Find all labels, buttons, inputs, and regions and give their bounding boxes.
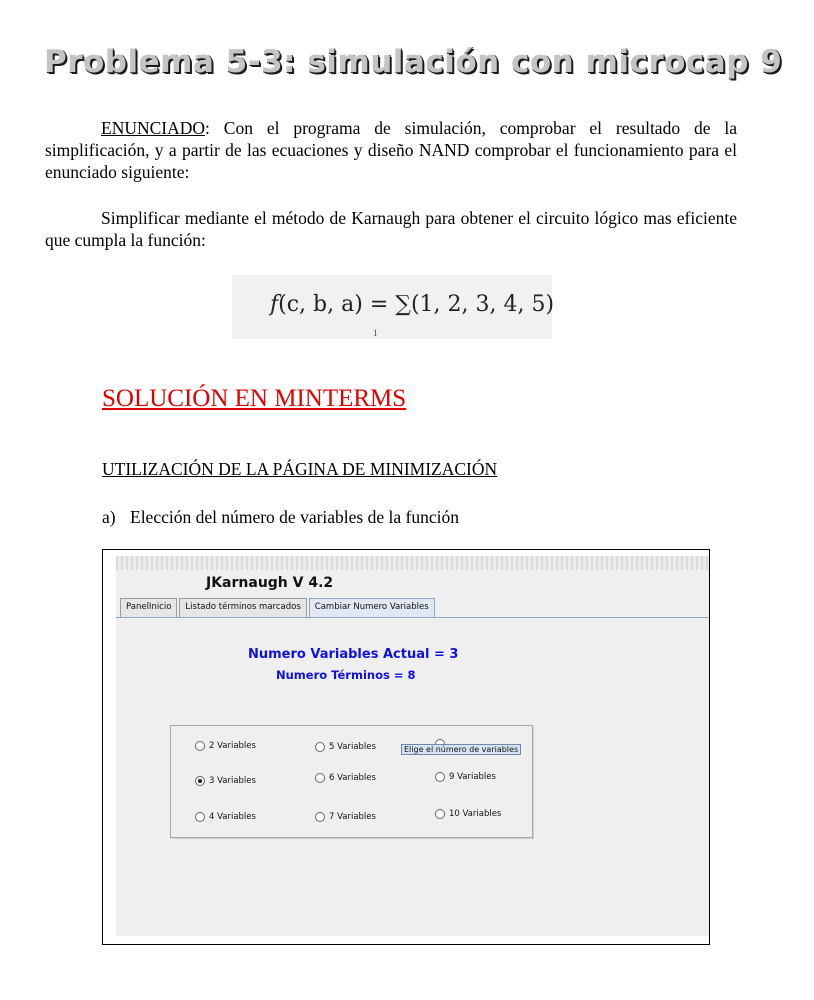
formula [270, 292, 554, 317]
radio-3-variables[interactable] [195, 776, 256, 786]
utilizacion-heading: UTILIZACIÓN DE LA PÁGINA DE MINIMIZACIÓN [102, 459, 498, 479]
solucion-heading: SOLUCIÓN EN MINTERMS [102, 385, 407, 412]
radio-button-icon[interactable] [315, 742, 325, 752]
radio-label: 2 Variables [209, 741, 256, 751]
radio-button-icon[interactable] [315, 812, 325, 822]
simplificar-paragraph: Simplificar mediante el método de Karnaugh para obtener el circuito lógico mas eficiente que cumpla la función: [45, 208, 737, 250]
formula-terms: (1, 2, 3, 4, 5) [410, 292, 555, 317]
enunciado-label: ENUNCIADO [101, 118, 206, 138]
app-title: JKarnaugh V 4.2 [206, 575, 334, 591]
app-screenshot [102, 549, 710, 945]
radio-2-variables[interactable] [195, 741, 256, 751]
tab-panel-inicio[interactable]: PanelInicio [120, 598, 177, 617]
radio-label: 6 Variables [329, 773, 376, 783]
variables-radio-group [170, 725, 533, 838]
list-item-a [102, 507, 459, 528]
list-item-a-text: Elección del número de variables de la función [130, 507, 459, 527]
radio-button-icon[interactable] [435, 809, 445, 819]
tab-divider [116, 617, 709, 618]
tooltip: Elige el número de variables [401, 744, 521, 755]
radio-label: 10 Variables [449, 809, 502, 819]
formula-eq: = [362, 292, 396, 317]
radio-button-icon[interactable] [315, 773, 325, 783]
formula-args: (c, b, a) [278, 292, 363, 317]
tab-cambiar-numero-variables[interactable]: Cambiar Numero Variables [309, 598, 435, 617]
document-title: Problema 5-3: simulación con microcap 9 [44, 44, 783, 80]
radio-9-variables[interactable] [435, 772, 496, 782]
radio-4-variables[interactable] [195, 812, 256, 822]
radio-label: 4 Variables [209, 812, 256, 822]
radio-button-icon[interactable] [435, 772, 445, 782]
window-header-decoration [116, 556, 709, 570]
radio-10-variables[interactable] [435, 809, 501, 819]
formula-sigma-subscript: 1 [373, 328, 378, 338]
radio-label: 5 Variables [329, 742, 376, 752]
formula-sigma: ∑ [395, 292, 411, 317]
radio-label: 9 Variables [449, 772, 496, 782]
list-item-a-label: a) [102, 507, 116, 527]
radio-5-variables[interactable] [315, 742, 376, 752]
radio-button-selected-icon[interactable] [195, 776, 205, 786]
tab-bar [120, 598, 437, 616]
formula-f: f [270, 292, 279, 317]
terms-count-label: Numero Términos = 8 [276, 668, 416, 682]
radio-6-variables[interactable] [315, 773, 376, 783]
current-variables-label: Numero Variables Actual = 3 [248, 647, 459, 662]
radio-7-variables[interactable] [315, 812, 376, 822]
enunciado-text: : Con el programa de simulación, comprobar el resultado de la simplificación, y a partir de las ecuaciones y diseño NAND comprobar el funcionamiento para el enunciado siguiente: [45, 118, 737, 182]
radio-button-icon[interactable] [195, 812, 205, 822]
radio-button-icon[interactable] [195, 741, 205, 751]
tab-listado-terminos[interactable]: Listado términos marcados [179, 598, 306, 617]
jkarnaugh-window [116, 556, 709, 936]
radio-label: 3 Variables [209, 776, 256, 786]
enunciado-paragraph [45, 117, 737, 183]
radio-label: 7 Variables [329, 812, 376, 822]
